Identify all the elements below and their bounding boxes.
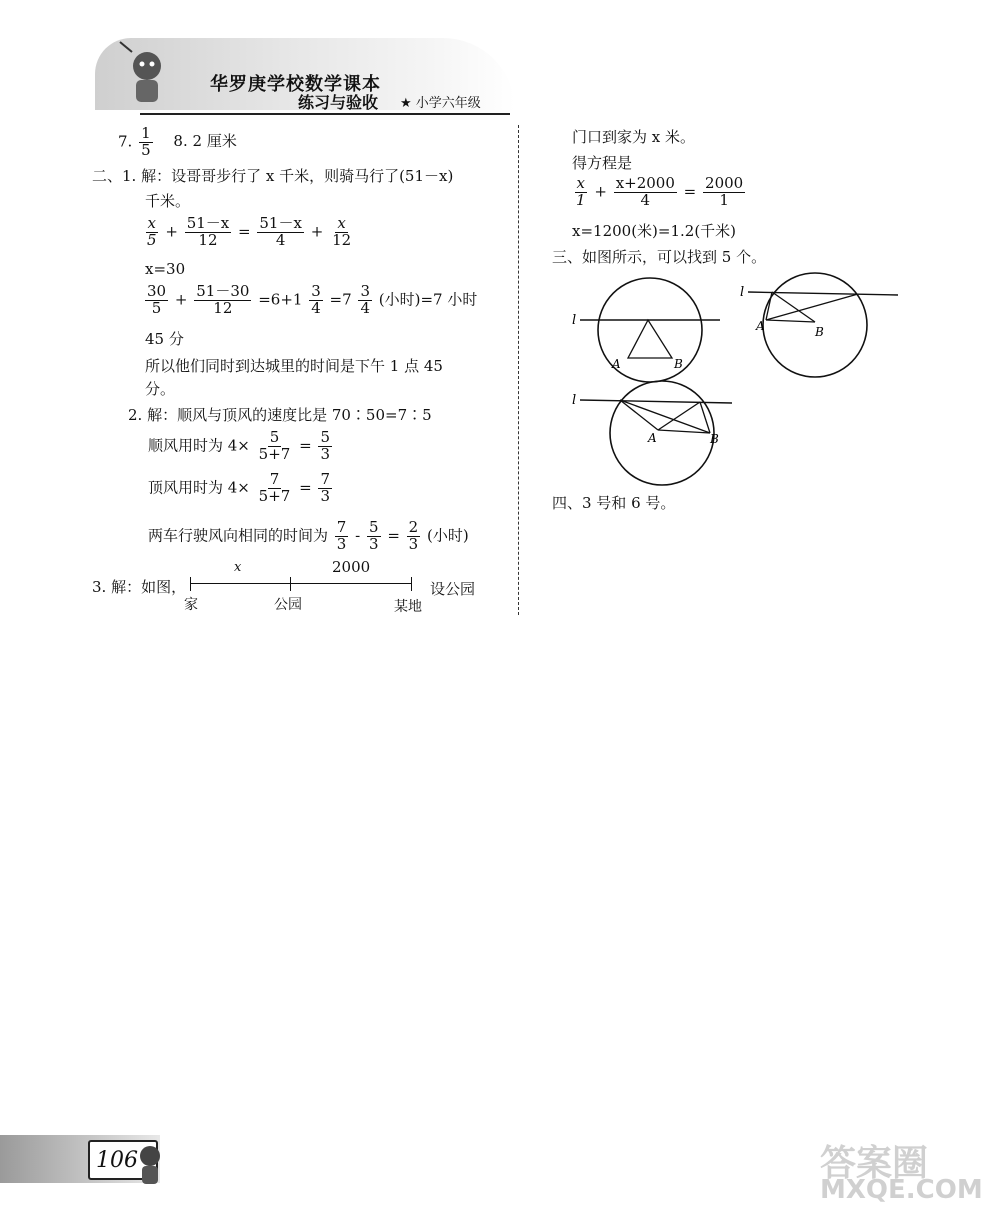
segment-x-label: x bbox=[234, 560, 242, 575]
answer-7-label: 7. bbox=[118, 132, 133, 151]
tick-park bbox=[290, 577, 291, 591]
line-l-2 bbox=[748, 292, 898, 295]
tick-home bbox=[190, 577, 191, 591]
problem-four: 四、3 号和 6 号。 bbox=[552, 494, 676, 512]
equation-2: $\frac{30}{5}$ + $\frac{51-30}{12}$ =6+1 $\frac{3}{4}$ =7 $\frac{3}{4}$ (小时)=7 小时 bbox=[147, 282, 478, 317]
tail-wind-time: 顺风用时为 4× $\frac{5}{5+7}$ = $\frac{5}{3}$ bbox=[148, 428, 331, 463]
conclusion-cont: 分。 bbox=[145, 380, 176, 398]
equation-1: $\frac{x}{5}$ + $\frac{51-x}{12}$ = $\frac{51-x}{4}$ + $\frac{x}{12}$ bbox=[147, 214, 352, 249]
circle-diagrams bbox=[560, 270, 920, 490]
problem-2-1: 二、1. 解：设哥哥步行了 x 千米，则骑马行了(51－x) bbox=[92, 167, 454, 185]
problem-3: 3. 解：如图， bbox=[92, 578, 187, 596]
tick-place bbox=[411, 577, 412, 591]
segment-2000-label: 2000 bbox=[332, 558, 371, 576]
problem-three: 三、如图所示，可以找到 5 个。 bbox=[552, 248, 767, 266]
line-l-3 bbox=[580, 400, 732, 403]
watermark-url: MXQE.COM bbox=[820, 1175, 983, 1205]
answer-7 bbox=[118, 126, 237, 159]
mascot-footer-icon bbox=[130, 1140, 170, 1190]
label-b-2: B bbox=[815, 325, 824, 339]
diagram-1 bbox=[572, 278, 720, 382]
conclusion-text: 所以他们同时到达城里的时间是下午 1 点 45 bbox=[145, 357, 443, 375]
equation-3: $\frac{x}{1}$ + $\frac{x+2000}{4}$ = $\frac{2000}{1}$ bbox=[576, 174, 744, 209]
problem-3-cont: 门口到家为 x 米。 bbox=[572, 128, 695, 146]
park-label: 公园 bbox=[274, 597, 302, 613]
label-a-1: A bbox=[612, 357, 621, 371]
label-l-3: l bbox=[572, 393, 577, 408]
answer-8: 8. 2 厘米 bbox=[173, 132, 237, 151]
page-number: 106 bbox=[96, 1148, 138, 1173]
header-rule bbox=[140, 113, 510, 115]
problem-2-2: 2. 解：顺风与顶风的速度比是 70∶50=7∶5 bbox=[128, 406, 432, 424]
column-divider bbox=[518, 125, 519, 615]
label-a-3: A bbox=[648, 431, 657, 445]
home-label: 家 bbox=[184, 597, 198, 613]
problem-2-1-cont: 千米。 bbox=[145, 192, 191, 210]
number-line bbox=[190, 583, 412, 584]
x-value: x=30 bbox=[145, 260, 186, 278]
label-b-1: B bbox=[674, 357, 683, 371]
watermark-logo: 答案圈 bbox=[820, 1143, 929, 1184]
mascot-icon bbox=[112, 40, 182, 110]
problem-3-tail: 设公园 bbox=[430, 580, 476, 598]
label-a-2: A bbox=[756, 319, 765, 333]
minutes-text: 45 分 bbox=[145, 330, 184, 348]
equation-intro: 得方程是 bbox=[572, 154, 633, 172]
triangle-1 bbox=[628, 320, 672, 358]
circle-3 bbox=[610, 381, 714, 485]
label-l-1: l bbox=[572, 313, 577, 328]
diagram-3 bbox=[572, 381, 732, 485]
label-l-2: l bbox=[740, 285, 745, 300]
book-title: 华罗庚学校数学课本 bbox=[210, 74, 381, 95]
fraction: $\frac{1}{5}$ bbox=[141, 124, 151, 159]
equation-result: x=1200(米)=1.2(千米) bbox=[572, 222, 737, 240]
place-label: 某地 bbox=[394, 599, 422, 615]
grade-label: ★ 小学六年级 bbox=[400, 96, 481, 111]
book-subtitle: 练习与验收 bbox=[298, 93, 379, 112]
same-direction-time: 两车行驶风向相同的时间为 $\frac{7}{3}$ - $\frac{5}{3}$ = $\frac{2}{3}$ (小时) bbox=[148, 518, 469, 553]
head-wind-time: 顶风用时为 4× $\frac{7}{5+7}$ = $\frac{7}{3}$ bbox=[148, 470, 331, 505]
label-b-3: B bbox=[710, 432, 719, 446]
diagram-2 bbox=[740, 273, 898, 377]
